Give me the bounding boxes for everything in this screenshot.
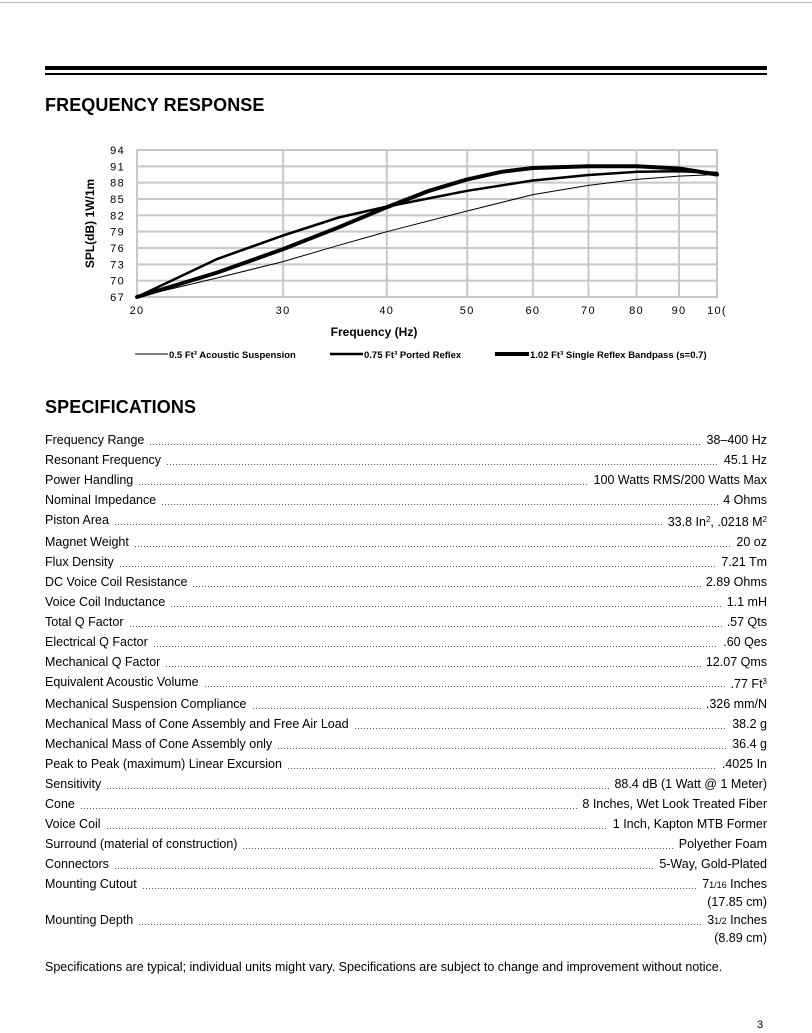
spec-row	[45, 694, 767, 714]
value-part: 33.8 In	[667, 515, 706, 529]
y-tick-label: 76	[110, 243, 125, 255]
dot-leader	[166, 464, 719, 465]
dot-leader	[80, 808, 578, 809]
spec-value: Polyether Foam	[678, 837, 767, 851]
dot-leader	[170, 606, 721, 607]
spec-row	[45, 490, 767, 510]
spec-row	[45, 572, 767, 592]
spec-label: Surround (material of construction)	[45, 837, 238, 851]
dot-leader	[119, 566, 717, 567]
dot-leader	[287, 768, 717, 769]
spec-label: Sensitivity	[45, 777, 102, 791]
y-tick-label: 79	[110, 226, 125, 239]
y-tick-label: 91	[110, 161, 125, 174]
y-axis-label: SPL(dB) 1W/1m	[83, 178, 97, 269]
spec-value: 12.07 Qms	[705, 655, 767, 669]
dot-leader	[252, 708, 701, 709]
spec-label: Voice Coil	[45, 817, 101, 831]
dot-leader	[354, 728, 728, 729]
spec-row	[45, 510, 767, 532]
legend-label-2: 0.75 Ft³ Ported Reflex	[364, 350, 462, 361]
legend-label-3: 1.02 Ft³ Single Reflex Bandpass (s=0.7)	[530, 350, 707, 361]
spec-label: Total Q Factor	[45, 615, 124, 629]
dot-leader	[165, 666, 701, 667]
y-tick-label: 94	[110, 145, 125, 157]
dot-leader	[106, 788, 609, 789]
dot-leader	[114, 868, 654, 869]
dot-leader	[106, 828, 608, 829]
spec-label: Mechanical Mass of Cone Assembly and Free Air Load	[45, 717, 349, 731]
spec-row	[45, 652, 767, 672]
spec-label: Magnet Weight	[45, 535, 129, 549]
dot-leader	[134, 546, 732, 547]
value-part: .77 Ft	[730, 677, 763, 691]
specifications-list	[45, 430, 767, 946]
y-tick-label: 73	[110, 259, 125, 272]
dot-leader	[138, 924, 702, 925]
y-tick-label: 67	[110, 292, 125, 304]
metric-value: (8.89 cm)	[714, 931, 767, 945]
fraction: 1/16	[709, 880, 727, 890]
spec-value: 45.1 Hz	[723, 453, 767, 467]
dot-leader	[161, 504, 718, 505]
spec-row	[45, 532, 767, 552]
superscript: 2	[705, 515, 711, 524]
spec-label: Flux Density	[45, 555, 114, 569]
spec-value: 1.1 mH	[726, 595, 767, 609]
dot-leader	[114, 524, 663, 525]
y-tick-label: 82	[110, 210, 125, 223]
spec-row	[45, 470, 767, 490]
spec-value: 38–400 Hz	[706, 433, 767, 447]
spec-label: Mechanical Suspension Compliance	[45, 697, 247, 711]
metric-value: (17.85 cm)	[707, 895, 767, 909]
spec-value: 36.4 g	[732, 737, 767, 751]
spec-label: Cone	[45, 797, 75, 811]
spec-value	[668, 510, 767, 532]
x-axis-label: Frequency (Hz)	[330, 325, 418, 339]
spec-row	[45, 734, 767, 754]
dot-leader	[142, 888, 697, 889]
value-part: 7	[702, 877, 710, 891]
spec-value: .4025 In	[721, 757, 767, 771]
value-part: Inches	[726, 913, 767, 927]
spec-row	[45, 814, 767, 834]
spec-row	[45, 552, 767, 572]
footnote: Specifications are typical; individual units might vary. Specifications are subject to change and improvement without notice.	[45, 960, 723, 974]
spec-row	[45, 854, 767, 874]
dot-leader	[277, 748, 727, 749]
spec-value: 4 Ohms	[723, 493, 767, 507]
spec-row	[45, 632, 767, 652]
dot-leader	[242, 848, 673, 849]
spec-label: Mechanical Mass of Cone Assembly only	[45, 737, 273, 751]
page-number: 3	[757, 1019, 764, 1031]
frequency-response-heading: FREQUENCY RESPONSE	[45, 95, 265, 115]
dot-leader	[138, 484, 588, 485]
spec-value	[702, 874, 767, 910]
value-part: Inches	[726, 877, 767, 891]
spec-label: Voice Coil Inductance	[45, 595, 166, 609]
spec-row	[45, 910, 767, 946]
spec-value: 1 Inch, Kapton MTB Former	[612, 817, 767, 831]
spec-row	[45, 754, 767, 774]
spec-label: Peak to Peak (maximum) Linear Excursion	[45, 757, 282, 771]
y-tick-label: 70	[110, 275, 125, 288]
y-tick-label: 88	[110, 177, 125, 190]
spec-row	[45, 774, 767, 794]
spec-value: 88.4 dB (1 Watt @ 1 Meter)	[614, 777, 767, 791]
spec-row	[45, 430, 767, 450]
y-tick-label: 85	[110, 194, 125, 206]
spec-label: Piston Area	[45, 513, 109, 527]
dot-leader	[192, 586, 700, 587]
spec-value: 2.89 Ohms	[705, 575, 767, 589]
spec-row	[45, 612, 767, 632]
x-tick-label: 10(	[707, 305, 727, 317]
spec-value: 38.2 g	[732, 717, 767, 731]
dot-leader	[149, 444, 701, 445]
dot-leader	[204, 686, 726, 687]
spec-label: Mechanical Q Factor	[45, 655, 161, 669]
x-tick-label: 50	[459, 305, 475, 317]
spec-value: 7.21 Tm	[721, 555, 767, 569]
value-part: 3	[707, 913, 715, 927]
frequency-response-chart	[80, 140, 740, 370]
spec-value: 5-Way, Gold-Plated	[659, 857, 767, 871]
spec-row	[45, 592, 767, 612]
spec-label: Power Handling	[45, 473, 134, 487]
x-tick-label: 80	[629, 305, 645, 317]
header-rule-thin	[45, 73, 767, 75]
dot-leader	[153, 646, 718, 647]
x-tick-label: 70	[581, 305, 596, 317]
x-tick-label: 90	[671, 305, 687, 317]
x-tick-label: 20	[129, 305, 145, 317]
spec-value: .57 Qts	[726, 615, 767, 629]
spec-row	[45, 450, 767, 470]
spec-label: Frequency Range	[45, 433, 145, 447]
x-tick-label: 40	[379, 305, 395, 317]
spec-label: Equivalent Acoustic Volume	[45, 675, 199, 689]
spec-label: Nominal Impedance	[45, 493, 157, 507]
spec-value: .60 Qes	[723, 635, 767, 649]
fraction: 1/2	[714, 916, 727, 926]
legend-label-1: 0.5 Ft³ Acoustic Suspension	[169, 350, 296, 361]
specifications-heading: SPECIFICATIONS	[45, 397, 197, 417]
spec-value	[731, 672, 767, 694]
superscript: 2	[762, 515, 767, 524]
spec-value: 100 Watts RMS/200 Watts Max	[593, 473, 767, 487]
spec-value	[707, 910, 767, 946]
spec-label: Resonant Frequency	[45, 453, 162, 467]
spec-label: Connectors	[45, 857, 109, 871]
spec-value: .326 mm/N	[705, 697, 767, 711]
spec-row	[45, 714, 767, 734]
value-part: , .0218 M	[710, 515, 763, 529]
spec-row	[45, 672, 767, 694]
header-rule-thick	[45, 66, 767, 70]
spec-row	[45, 834, 767, 854]
spec-label: Electrical Q Factor	[45, 635, 148, 649]
spec-label: Mounting Cutout	[45, 877, 137, 891]
spec-value: 8 Inches, Wet Look Treated Fiber	[582, 797, 767, 811]
top-border-line	[0, 2, 812, 3]
spec-label: Mounting Depth	[45, 913, 134, 927]
spec-row	[45, 794, 767, 814]
spec-row	[45, 874, 767, 910]
superscript: 3	[762, 677, 767, 686]
dot-leader	[129, 626, 722, 627]
spec-value: 20 oz	[736, 535, 767, 549]
x-tick-label: 30	[275, 305, 291, 317]
spec-label: DC Voice Coil Resistance	[45, 575, 188, 589]
x-tick-label: 60	[525, 305, 541, 317]
